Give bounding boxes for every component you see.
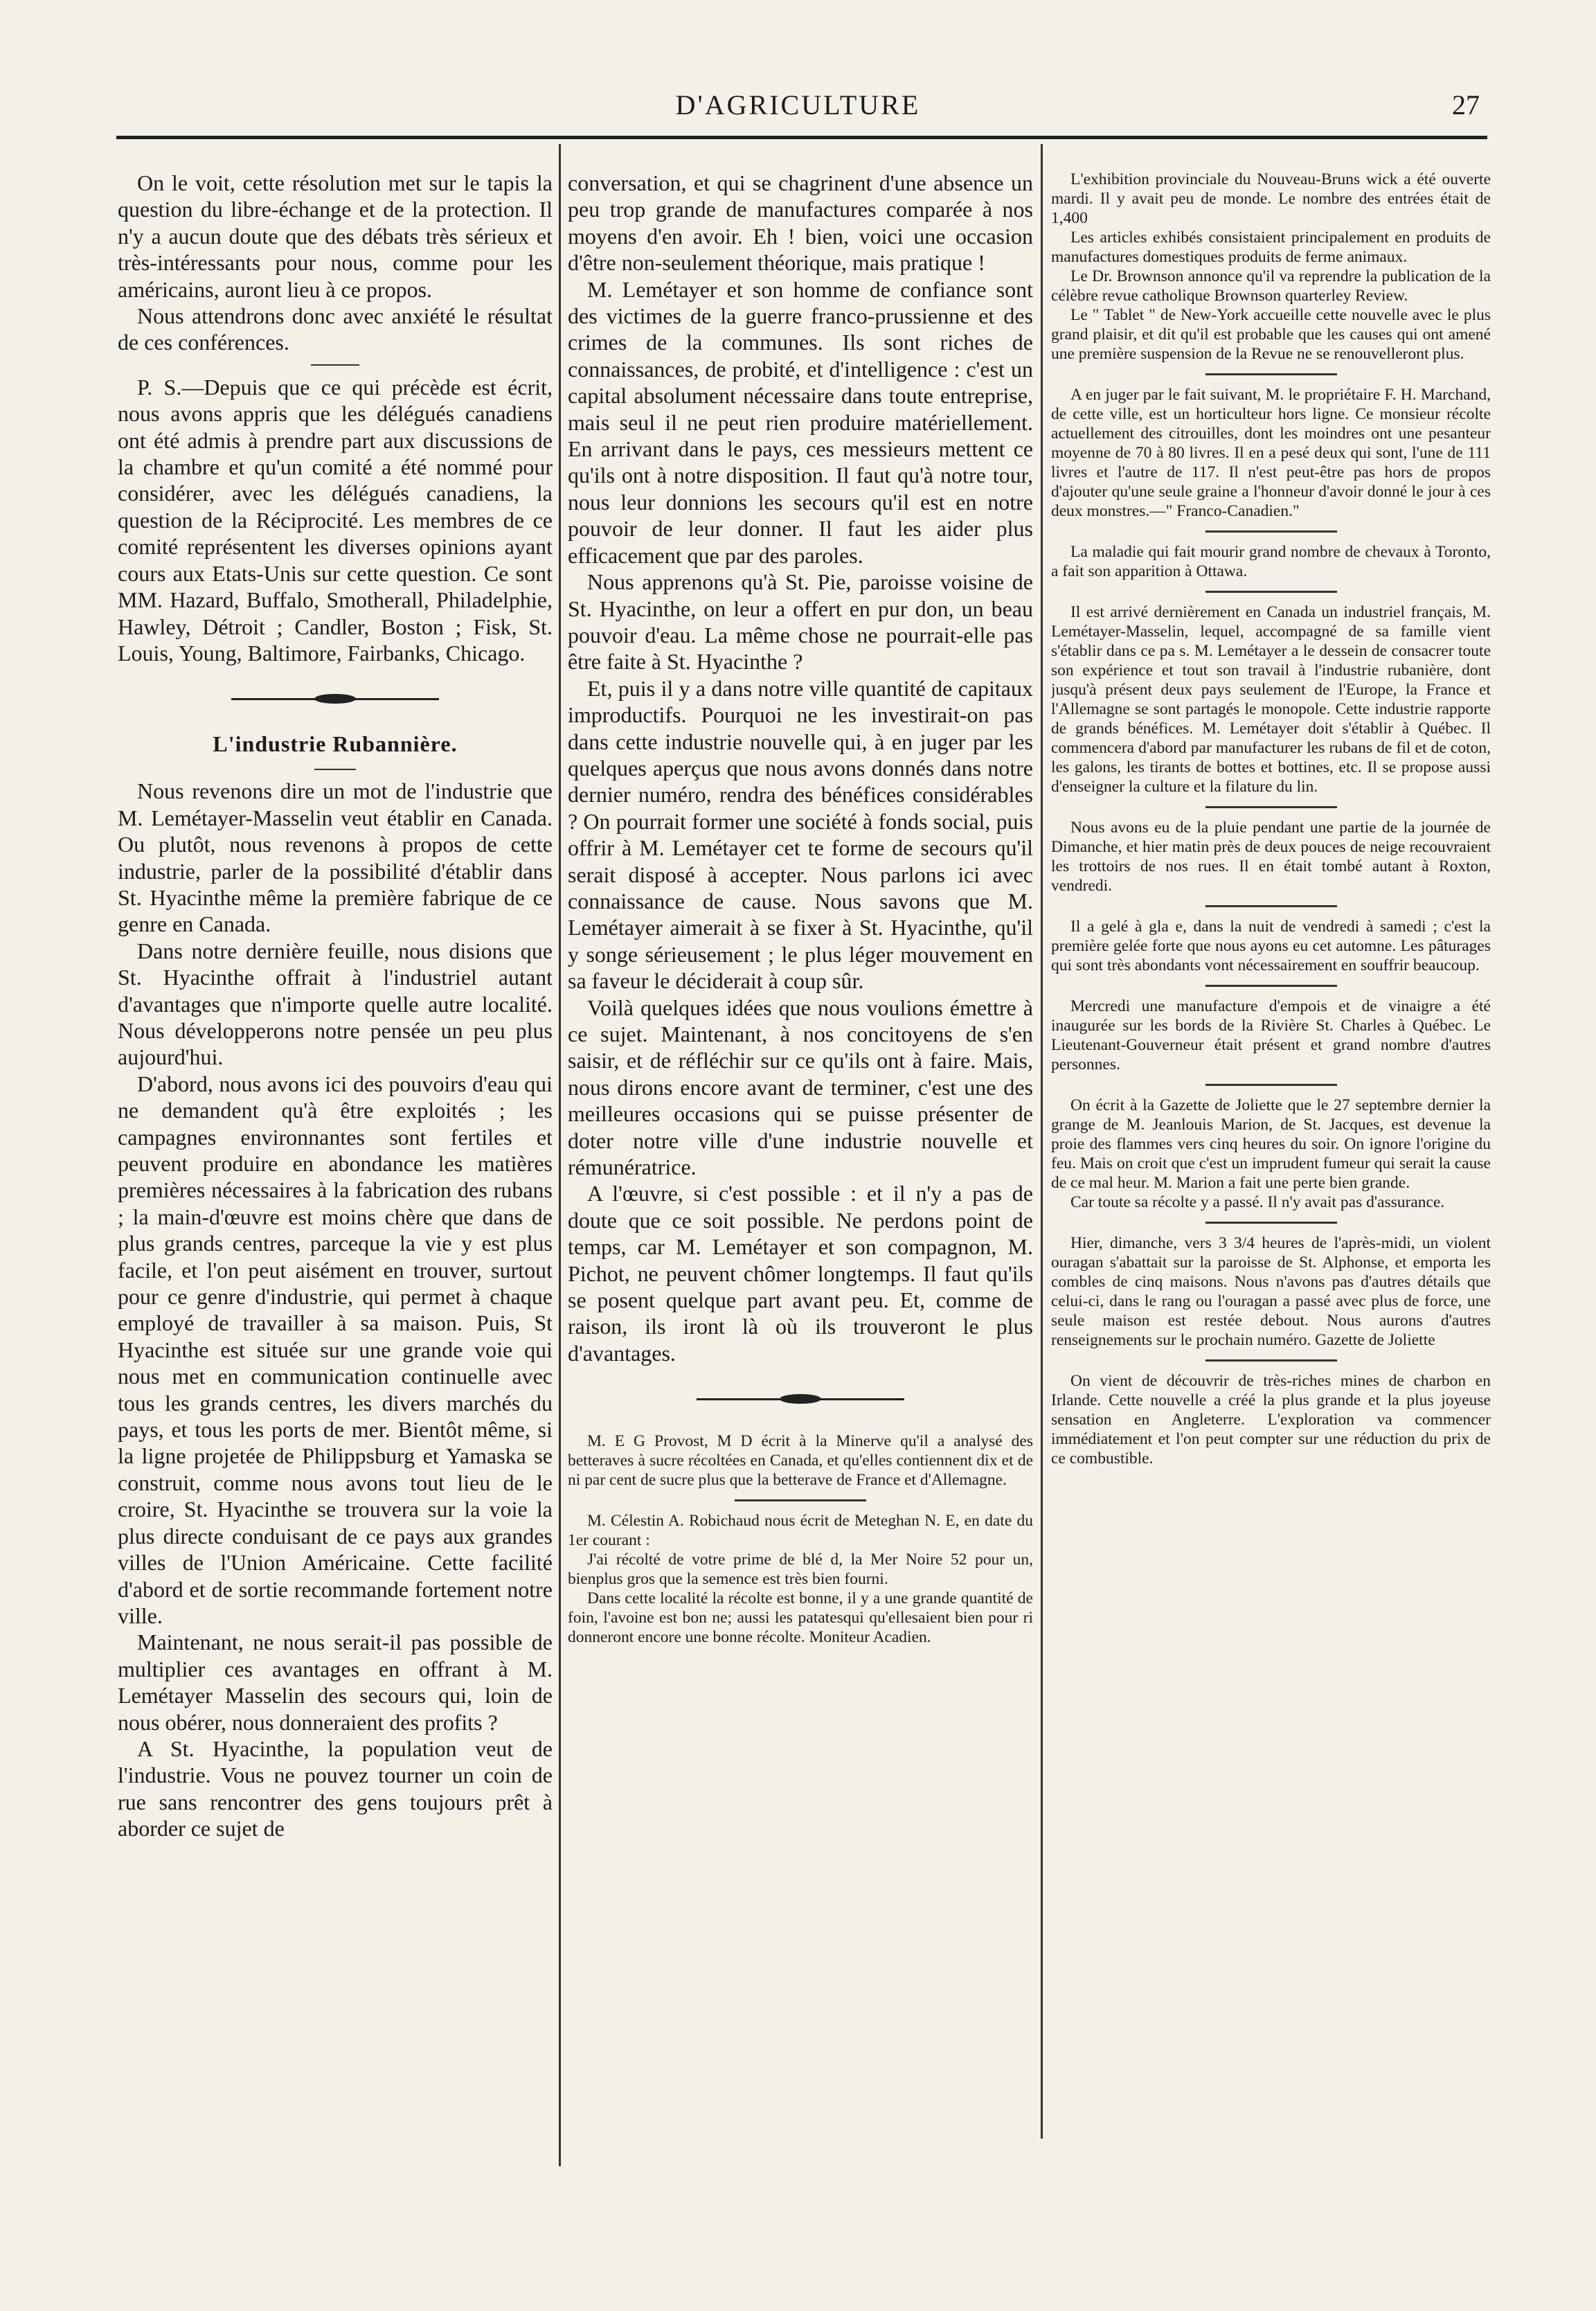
paragraph: Nous revenons dire un mot de l'industrie que M. Lemétayer-Masselin veut établir en Canada. Ou plutôt, nous revenons à propos de cette industrie, parler de la possibilité d'établir dans St. Hyacinthe même la première fabrique de ce genre en Canada. xyxy=(118,778,553,937)
paragraph: Voilà quelques idées que nous voulions émettre à ce sujet. Maintenant, à nos concitoyens de s'en saisir, et de réfléchir sur ce qu'ils ont à faire. Mais, nous dirons encore avant de terminer, c'est une des meilleures occasions qui se puisse présenter de doter notre ville d'une industrie nouvelle et rémunératrice. xyxy=(568,994,1033,1180)
paragraph: M. Célestin A. Robichaud nous écrit de Meteghan N. E, en date du 1er courant : xyxy=(568,1512,1033,1550)
paragraph: M. E G Provost, M D écrit à la Minerve qu'il a analysé des betteraves à sucre récoltées en Canada, et qu'elles contiennent dix et de ni par cent de sucre plus que la betterave de France et d'Allemagne. xyxy=(568,1432,1033,1490)
column-1 xyxy=(118,170,553,1842)
paragraph: Dans notre dernière feuille, nous disions que St. Hyacinthe offrait à l'industriel autant d'avantages que n'importe quelle autre localité. Nous développerons notre pensée un peu plus aujourd'hui. xyxy=(118,938,553,1070)
paragraph: Les articles exhibés consistaient principalement en produits de manufactures domestiques produits de ferme animaux. xyxy=(1051,229,1491,266)
paragraph: A l'œuvre, si c'est possible : et il n'y a pas de doute que ce soit possible. Ne perdons point de temps, car M. Lemétayer et son compagnon, M. Pichot, ne peuvent chômer longtemps. Il faut qu'ils se posent quelque part avant peu. Et, comme de raison, ils iront là où ils trouveront le plus d'avantages. xyxy=(568,1181,1033,1366)
separator xyxy=(1205,905,1337,907)
paragraph: On le voit, cette résolution met sur le tapis la question du libre-échange et de la protection. Il n'y a aucun doute que des débats très sérieux et très-intéressants pour nous, comme pour les américains, auront lieu à ce propos. xyxy=(118,170,553,302)
separator xyxy=(118,761,553,776)
paragraph: On vient de découvrir de très-riches mines de charbon en Irlande. Cette nouvelle a créé la plus grande et la plus joyeuse sensation en Angleterre. L'exploration va commencer immédiatement et l'on peut compter sur une réduction du prix de ce combustible. xyxy=(1051,1372,1491,1467)
column-rule-1 xyxy=(559,144,561,2166)
paragraph: Il a gelé à gla e, dans la nuit de vendredi à samedi ; c'est la première gelée forte que nous ayons eu cet automne. Les pâturages qui sont très abondants vont nécessairement en souffrir beaucoup. xyxy=(1051,918,1491,974)
page-number: 27 xyxy=(1452,89,1480,121)
separator xyxy=(1205,1222,1337,1224)
paragraph: Et, puis il y a dans notre ville quantité de capitaux improductifs. Pourquoi ne les investirait-on pas dans cette industrie nouvelle qui, à en juger par les quelques aperçus que nous avons donnés dans notre dernier numéro, rendra des bénéfices considérables ? On pourrait former une société à fonds social, puis offrir à M. Lemétayer cet te forme de secours qu'il serait disposé à accepter. Nous parlons ici avec connaissance de cause. Nous savons que M. Lemétayer aimerait à se fixer à St. Hyacinthe, qu'il y songe sérieusement ; le plus léger mouvement en sa faveur le déciderait à coup sûr. xyxy=(568,675,1033,994)
column-3 xyxy=(1051,170,1491,1468)
paragraph: On écrit à la Gazette de Joliette que le 27 septembre dernier la grange de M. Jeanlouis Marion, de St. Jacques, est devenue la proie des flammes vers cinq heures du soir. On ignore l'origine du feu. Mais on croit que c'est un imprudent fumeur qui serait la cause de ce mal heur. M. Marion a fait une perte bien grande. xyxy=(1051,1096,1491,1192)
paragraph: Dans cette localité la récolte est bonne, il y a une grande quantité de foin, l'avoine est bon ne; aussi les patatesqui qu'ellesaient bien pour ri donneront encore une bonne récolte. Moniteur Acadien. xyxy=(568,1589,1033,1647)
column-rule-2 xyxy=(1041,144,1043,2139)
paragraph: Le " Tablet " de New-York accueille cette nouvelle avec le plus grand plaisir, et dit qu'il est probable que les causes qui ont amené une première suspension de la Revue ne se renouvelleront plus. xyxy=(1051,306,1491,363)
separator xyxy=(1205,373,1337,375)
paragraph: conversation, et qui se chagrinent d'une absence un peu trop grande de manufactures comparée à nos moyens d'en avoir. Eh ! bien, voici une occasion d'être non-seulement théorique, mais pratique ! xyxy=(568,170,1033,276)
separator xyxy=(1205,1084,1337,1086)
separator xyxy=(1205,985,1337,987)
paragraph: Hier, dimanche, vers 3 3/4 heures de l'après-midi, un violent ouragan s'abattait sur la paroisse de St. Alphonse, et emporta les combles de cinq maisons. Nous n'avons pas d'autres détails que celui-ci, dans le rang ou l'ouragan a passé avec plus de force, une seule maison est restée debout. Nous aurons d'autres renseignements sur le prochain numéro. Gazette de Joliette xyxy=(1051,1234,1491,1349)
paragraph: Nous apprenons qu'à St. Pie, paroisse voisine de St. Hyacinthe, on leur a offert en pur don, un beau pouvoir d'eau. La même chose ne pourrait-elle pas être faite à St. Hyacinthe ? xyxy=(568,569,1033,675)
paragraph: Le Dr. Brownson annonce qu'il va reprendre la publication de la célèbre revue catholique Brownson quarterley Review. xyxy=(1051,267,1491,305)
separator xyxy=(1205,1359,1337,1362)
separator xyxy=(1205,530,1337,533)
separator xyxy=(1205,591,1337,593)
paragraph: P. S.—Depuis que ce qui précède est écrit, nous avons appris que les délégués canadiens ont été admis à prendre part aux discussions de la chambre et qu'un comité a été nommé pour considérer, avec les délégués canadiens, la question de la Réciprocité. Les membres de ce comité représentent les diverses opinions ayant cours aux Etats-Unis sur cette question. Ce sont MM. Hazard, Buffalo, Smotherall, Philadelphie, Hawley, Détroit ; Candler, Boston ; Fisk, St. Louis, Young, Baltimore, Fairbanks, Chicago. xyxy=(118,374,553,666)
paragraph: Nous attendrons donc avec anxiété le résultat de ces conférences. xyxy=(118,303,553,355)
running-header: D'AGRICULTURE xyxy=(675,89,921,121)
column-2 xyxy=(568,170,1033,1647)
paragraph: La maladie qui fait mourir grand nombre de chevaux à Toronto, a fait son apparition à Ottawa. xyxy=(1051,543,1491,580)
header-rule xyxy=(116,136,1487,139)
paragraph: A St. Hyacinthe, la population veut de l'industrie. Vous ne pouvez tourner un coin de rue sans rencontrer des gens toujours prêt à aborder ce sujet de xyxy=(118,1736,553,1841)
paragraph: Il est arrivé dernièrement en Canada un industriel français, M. Lemétayer-Masselin, lequel, accompagné de sa famille vient s'établir dans ce pa s. M. Lemétayer a le dessein de consacrer toute son expérience et tout son travail à l'industrie rubanière, dont jusqu'à présent deux pays seulement de l'Europe, la France et l'Allemagne se sont partagés le monopole. Cette industrie rapporte de grands bénéfices. M. Lemétayer doit s'établir à Québec. Il commencera d'abord par manufacturer les rubans de fil et de coton, les galons, les tirants de bottes et bottines, etc. Il se propose aussi d'enseigner la culture et la filature du lin. xyxy=(1051,603,1491,796)
section-title: L'industrie Rubannière. xyxy=(213,731,458,757)
separator xyxy=(311,364,359,366)
paragraph: Maintenant, ne nous serait-il pas possible de multiplier ces avantages en offrant à M. Lemétayer Masselin des secours qui, loin de nous obérer, nous donneraient des profits ? xyxy=(118,1630,553,1735)
paragraph: J'ai récolté de votre prime de blé d, la Mer Noire 52 pour un, bienplus gros que la semence est très bien fourni. xyxy=(568,1551,1033,1589)
paragraph: Nous avons eu de la pluie pendant une partie de la journée de Dimanche, et hier matin près de deux pouces de neige recouvraient les trottoirs de nos rues. Il en était tombé autant à Roxton, vendredi. xyxy=(1051,819,1491,895)
separator xyxy=(1205,806,1337,808)
paragraph: Car toute sa récolte y a passé. Il n'y avait pas d'assurance. xyxy=(1070,1193,1445,1211)
paragraph: L'exhibition provinciale du Nouveau-Bruns wick a été ouverte mardi. Il y avait peu de monde. Le nombre des entrées était de 1,400 xyxy=(1051,170,1491,227)
paragraph: A en juger par le fait suivant, M. le propriétaire F. H. Marchand, de cette ville, est un horticulteur hors ligne. Ce monsieur récolte actuellement des citrouilles, dont les moindres ont une pesanteur moyenne de 70 à 80 livres. Il en a pesé deux qui sont, l'une de 111 livres et l'autre de 117. Il n'est peut-être pas hors de propos d'ajouter qu'une seule graine a l'honneur d'avoir donné le jour à ces deux monstres.—" Franco-Canadien." xyxy=(1051,386,1491,520)
paragraph: Mercredi une manufacture d'empois et de vinaigre a été inaugurée sur les bords de la Rivière St. Charles à Québec. Le Lieutenant-Gouverneur était présent et grand nombre d'autres personnes. xyxy=(1051,997,1491,1073)
separator xyxy=(735,1499,866,1501)
paragraph: M. Lemétayer et son homme de confiance sont des victimes de la guerre franco-prussienne et des crimes de la communes. Ils sont riches de connaissances, de probité, et d'intelligence : c'est un capital absolument nécessaire dans toute entreprise, mais seul il ne peut rien produire matériellement. En arrivant dans le pays, ces messieurs mettent ce qu'ils ont à notre disposition. Il faut qu'à notre tour, nous leur donnions les secours qu'il est en notre pouvoir de leur donner. Il faut les aider plus efficacement que par des paroles. xyxy=(568,276,1033,568)
ornament-rule xyxy=(231,694,439,704)
paragraph: D'abord, nous avons ici des pouvoirs d'eau qui ne demandent qu'à être exploités ; les campagnes environnantes sont fertiles et peuvent produire en abondance les matières premières nécessaires à la fabrication des rubans ; la main-d'œuvre est moins chère que dans de plus grands centres, parceque la vie y est plus facile, et l'on peut aisément en trouver, surtout pour ce genre d'industrie, qui permet à chaque employé de travailler à sa maison. Puis, St Hyacinthe est située sur une grande voie qui nous met en communication continuelle avec tous les grands centres, les divers marchés du pays, et tous les ports de mer. Bientôt même, si la ligne projetée de Philippsburg et Yamaska se construit, comme nous avons tout lieu de le croire, St. Hyacinthe se trouvera sur la voie la plus directe conduisant de ce pays aux grandes villes de l'Union Américaine. Cette facilité d'abord et de sortie recommande fortement notre ville. xyxy=(118,1071,553,1628)
ornament-rule xyxy=(697,1394,904,1404)
